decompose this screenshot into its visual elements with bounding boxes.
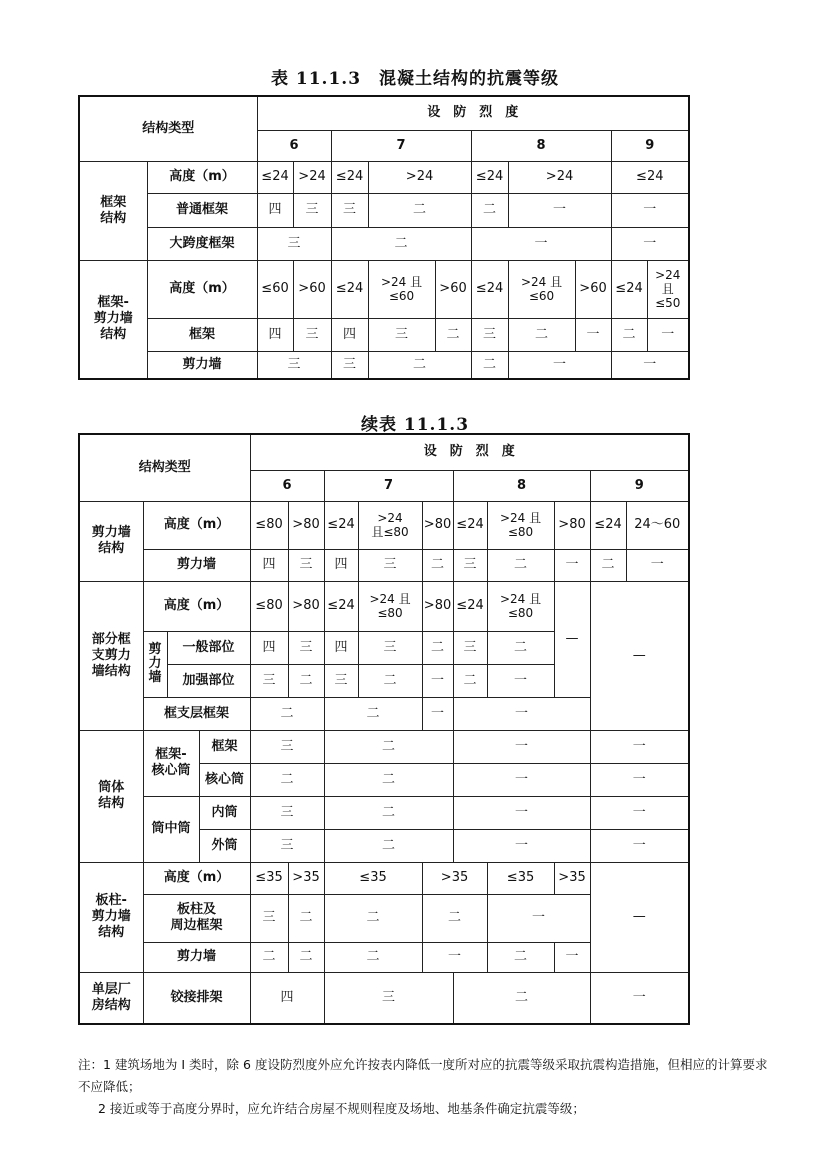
- cell: 三: [257, 351, 331, 379]
- cell: 二: [590, 549, 626, 581]
- cell: >60: [293, 260, 331, 318]
- cell: 二: [453, 664, 487, 697]
- cell: 二: [422, 549, 453, 581]
- cell: >80: [554, 501, 590, 549]
- cell: 三: [453, 631, 487, 664]
- cell: ≤24: [257, 161, 293, 193]
- cell: 一: [611, 227, 689, 260]
- cell: 二: [324, 894, 422, 942]
- cell: 二: [611, 318, 647, 351]
- cell: >24 且 ≤80: [358, 581, 422, 631]
- partial-frame-transfer-label: 框支层框架: [143, 697, 250, 730]
- tube-fc-label: 框架- 核心筒: [143, 730, 199, 796]
- cell: 一: [611, 351, 689, 379]
- cell: 二: [422, 894, 487, 942]
- cell: 一: [590, 763, 689, 796]
- cell: 四: [331, 318, 368, 351]
- cell: >35: [422, 862, 487, 894]
- cell: —: [590, 581, 689, 730]
- cell: 一: [471, 227, 611, 260]
- cell: >24: [508, 161, 611, 193]
- frame-height-label: 高度（m）: [147, 161, 257, 193]
- cell: ≤35: [250, 862, 288, 894]
- tube-fc-frame-label: 框架: [199, 730, 250, 763]
- cell: ≤35: [324, 862, 422, 894]
- table2-title: 续表 11.1.3: [360, 415, 470, 435]
- seismic-grade-table: [78, 95, 690, 380]
- slab-column-wall-label: 剪力墙: [143, 942, 250, 972]
- cell: 三: [288, 549, 324, 581]
- cell: >80: [422, 501, 453, 549]
- cell: ≤24: [324, 501, 358, 549]
- cell: —: [590, 862, 689, 972]
- cell: 24～60: [626, 501, 689, 549]
- cell: 一: [422, 697, 453, 730]
- cell: 四: [257, 318, 293, 351]
- cell: >80: [422, 581, 453, 631]
- cell: >24 且≤80: [358, 501, 422, 549]
- cell: ≤24: [611, 161, 689, 193]
- tube-group-label: 筒体 结构: [79, 730, 143, 862]
- cell: 一: [647, 318, 689, 351]
- cell: 二: [288, 894, 324, 942]
- cell: 三: [324, 664, 358, 697]
- frame-normal-label: 普通框架: [147, 193, 257, 227]
- factory-group-label: 单层厂 房结构: [79, 972, 143, 1024]
- tube-fc-core-label: 核心筒: [199, 763, 250, 796]
- cell: >24: [293, 161, 331, 193]
- cell: ≤24: [611, 260, 647, 318]
- cell: 二: [487, 942, 554, 972]
- cell: 三: [331, 193, 368, 227]
- factory-label: 铰接排架: [143, 972, 250, 1024]
- seismic-grade-table-continued: [78, 433, 690, 1025]
- cell: 二: [435, 318, 471, 351]
- cell: 一: [422, 942, 487, 972]
- tube-tt-label: 筒中筒: [143, 796, 199, 862]
- cell: 二: [471, 351, 508, 379]
- cell: ≤24: [324, 581, 358, 631]
- cell: ≤24: [471, 161, 508, 193]
- cell: >24: [368, 161, 471, 193]
- cell: 二: [288, 664, 324, 697]
- cell: 三: [288, 631, 324, 664]
- partial-frame-height-label: 高度（m）: [143, 581, 250, 631]
- cell: >80: [288, 581, 324, 631]
- partial-frame-wall-sublabel: 剪 力 墙: [143, 631, 167, 697]
- cell: 三: [250, 829, 324, 862]
- level-8: 8: [471, 130, 611, 161]
- frame-shear-group-label: 框架- 剪力墙 结构: [79, 260, 147, 379]
- partial-frame-group-label: 部分框 支剪力 墙结构: [79, 581, 143, 730]
- cell: ≤24: [331, 161, 368, 193]
- cell: 三: [250, 730, 324, 763]
- cell: 三: [250, 796, 324, 829]
- cell: 一: [590, 972, 689, 1024]
- cell: ≤24: [331, 260, 368, 318]
- cell: 四: [250, 972, 324, 1024]
- cell: 三: [324, 972, 453, 1024]
- cell: >24 且 ≤50: [647, 260, 689, 318]
- shear-wall-group-label: 剪力墙 结构: [79, 501, 143, 581]
- frame-shear-wall-label: 剪力墙: [147, 351, 257, 379]
- cell: 二: [331, 227, 471, 260]
- slab-column-group-label: 板柱- 剪力墙 结构: [79, 862, 143, 972]
- cell: >24 且 ≤80: [487, 581, 554, 631]
- cell: 一: [453, 796, 590, 829]
- cell: 二: [324, 796, 453, 829]
- partial-frame-strong-label: 加强部位: [167, 664, 250, 697]
- cell: 二: [324, 942, 422, 972]
- cell: 二: [487, 549, 554, 581]
- cell: 一: [508, 193, 611, 227]
- cell: 二: [368, 193, 471, 227]
- cell: 二: [250, 763, 324, 796]
- cell: ≤24: [471, 260, 508, 318]
- cell: 一: [626, 549, 689, 581]
- cell: 三: [250, 664, 288, 697]
- table1-title: 表 11.1.3 混凝土结构的抗震等级: [270, 69, 560, 89]
- cell: 一: [590, 796, 689, 829]
- level-7: 7: [331, 130, 471, 161]
- cell: 二: [288, 942, 324, 972]
- cell: 三: [358, 631, 422, 664]
- cell: ≤60: [257, 260, 293, 318]
- cell: 四: [250, 631, 288, 664]
- slab-column-frame-label: 板柱及 周边框架: [143, 894, 250, 942]
- cell: >24 且 ≤80: [487, 501, 554, 549]
- cell: 一: [487, 894, 590, 942]
- cell: 三: [293, 193, 331, 227]
- cell: 二: [358, 664, 422, 697]
- cell: 一: [453, 697, 590, 730]
- shear-wall-height-label: 高度（m）: [143, 501, 250, 549]
- cell: 二: [324, 697, 422, 730]
- partial-frame-general-label: 一般部位: [167, 631, 250, 664]
- cell: 一: [453, 829, 590, 862]
- cell: 一: [554, 549, 590, 581]
- frame-large-label: 大跨度框架: [147, 227, 257, 260]
- cell: —: [554, 581, 590, 697]
- cell: 二: [250, 697, 324, 730]
- cell: 一: [554, 942, 590, 972]
- level-7: 7: [324, 470, 453, 501]
- cell: 一: [611, 193, 689, 227]
- cell: 四: [250, 549, 288, 581]
- cell: 二: [324, 730, 453, 763]
- cell: 一: [487, 664, 554, 697]
- cell: >80: [288, 501, 324, 549]
- cell: 一: [453, 730, 590, 763]
- cell: ≤35: [487, 862, 554, 894]
- cell: 三: [293, 318, 331, 351]
- cell: 三: [257, 227, 331, 260]
- cell: 二: [368, 351, 471, 379]
- cell: 二: [324, 763, 453, 796]
- cell: 三: [453, 549, 487, 581]
- cell: 一: [590, 730, 689, 763]
- cell: >60: [435, 260, 471, 318]
- cell: ≤24: [453, 581, 487, 631]
- cell: 一: [575, 318, 611, 351]
- level-6: 6: [257, 130, 331, 161]
- tube-tt-outer-label: 外筒: [199, 829, 250, 862]
- cell: >60: [575, 260, 611, 318]
- level-6: 6: [250, 470, 324, 501]
- cell: 一: [508, 351, 611, 379]
- cell: >35: [554, 862, 590, 894]
- note-2: 2 接近或等于高度分界时，应允许结合房屋不规则程度及场地、地基条件确定抗震等级；: [98, 1101, 585, 1116]
- level-8: 8: [453, 470, 590, 501]
- cell: 二: [453, 972, 590, 1024]
- frame-shear-frame-label: 框架: [147, 318, 257, 351]
- cell: 二: [324, 829, 453, 862]
- level-9: 9: [611, 130, 689, 161]
- intensity-header: 设 防 烈 度: [257, 96, 689, 130]
- intensity-header: 设 防 烈 度: [250, 434, 689, 470]
- cell: 一: [453, 763, 590, 796]
- cell: 二: [422, 631, 453, 664]
- cell: 四: [257, 193, 293, 227]
- frame-group-label: 框架 结构: [79, 161, 147, 260]
- table-notes: [78, 1054, 778, 1120]
- struct-type-header: 结构类型: [79, 434, 250, 501]
- struct-type-header: 结构类型: [79, 96, 257, 161]
- cell: ≤24: [453, 501, 487, 549]
- cell: 四: [324, 549, 358, 581]
- cell: 二: [487, 631, 554, 664]
- cell: 四: [324, 631, 358, 664]
- cell: >24 且 ≤60: [368, 260, 435, 318]
- cell: 三: [368, 318, 435, 351]
- cell: 二: [508, 318, 575, 351]
- cell: ≤80: [250, 581, 288, 631]
- cell: ≤24: [590, 501, 626, 549]
- cell: 一: [590, 829, 689, 862]
- tube-tt-inner-label: 内筒: [199, 796, 250, 829]
- cell: 三: [471, 318, 508, 351]
- cell: 二: [471, 193, 508, 227]
- level-9: 9: [590, 470, 689, 501]
- cell: >24 且 ≤60: [508, 260, 575, 318]
- cell: >35: [288, 862, 324, 894]
- cell: 二: [250, 942, 288, 972]
- cell: 三: [358, 549, 422, 581]
- cell: 三: [331, 351, 368, 379]
- cell: 一: [422, 664, 453, 697]
- shear-wall-wall-label: 剪力墙: [143, 549, 250, 581]
- slab-column-height-label: 高度（m）: [143, 862, 250, 894]
- cell: ≤80: [250, 501, 288, 549]
- cell: 三: [250, 894, 288, 942]
- frame-shear-height-label: 高度（m）: [147, 260, 257, 318]
- note-1: 注：1 建筑场地为 I 类时，除 6 度设防烈度外应允许按表内降低一度所对应的抗震等级采取抗震构造措施，但相应的计算要求不应降低；: [78, 1057, 768, 1094]
